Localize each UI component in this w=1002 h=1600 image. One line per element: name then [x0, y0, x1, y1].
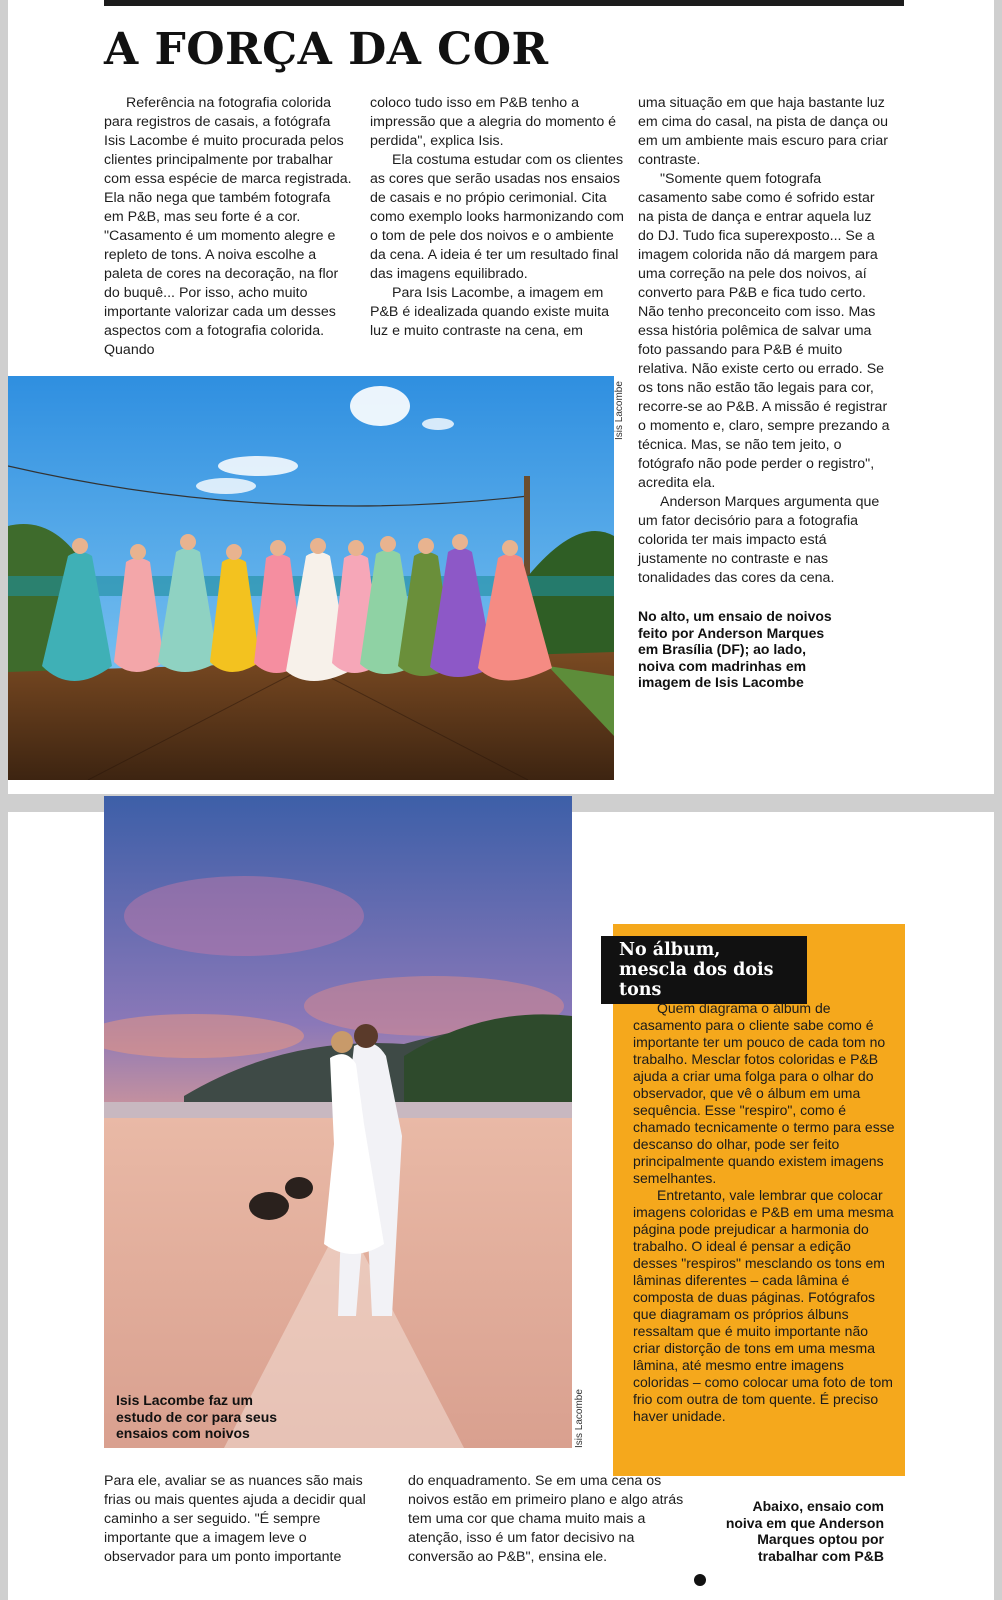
sidebar-title: No álbum, mescla dos dois tons	[601, 936, 807, 1004]
top-rule	[104, 0, 904, 6]
bottom-column-2-text: do enquadramento. Se em uma cena os noivos estão em primeiro plano e algo atrás tem uma cor que chama muito mais a atenção, isso é um fator decisivo na conversão ao P&B", ensina ele.	[408, 1473, 684, 1565]
column-2-para-3: Para Isis Lacombe, a imagem em P&B é idealizada quando existe muita luz e muito contraste na cena, em	[370, 285, 609, 339]
column-3	[638, 94, 890, 588]
end-mark-icon	[694, 1574, 706, 1586]
magazine-page-bottom	[8, 812, 994, 1600]
photo-caption-top: No alto, um ensaio de noivos feito por Anderson Marques em Brasília (DF); ao lado, noiva com madrinhas em imagem de Isis Lacombe	[638, 608, 832, 690]
sidebar-body	[633, 1000, 895, 1425]
article-headline: A FORÇA DA COR	[104, 24, 549, 75]
bottom-column-2	[408, 1472, 698, 1567]
bottom-column-1	[104, 1472, 368, 1567]
sidebar-box	[613, 924, 905, 1476]
column-2-para-2: Ela costuma estudar com os clientes as cores que serão usadas nos ensaios de casais e no própio cerimonial. Cita como exemplo looks harmonizando com o tom de pele dos noivos e o ambiente da cena. A ideia é ter um resultado final das imagens equilibrado.	[370, 152, 624, 282]
column-3-para-2: "Somente quem fotografa casamento sabe como é sofrido estar na pista de dança e entrar aquela luz do DJ. Tudo fica superexposto... Se a imagem colorida não dá margem para uma correção na pele dos noivos, aí converto para P&B e fica tudo certo. Não tenho preconceito com isso. Mas essa história polêmica de salvar uma foto passando para P&B é muito relativa. Não existe certo ou errado. Se os tons não estão tão legais para cor, recorre-se ao P&B. A missão é registrar o momento e, claro, sempre prezando a técnica. Mas, se não tem jeito, o fotógrafo não pode perder o registro", acredita ela.	[638, 171, 890, 491]
bridesmaids-photo	[8, 376, 614, 780]
sidebar-para-2: Entretanto, vale lembrar que colocar imagens coloridas e P&B em uma mesma página pode prejudicar a harmonia do trabalho. O ideal é pensar a edição desses "respiros" mesclando os tons em lâminas diferentes – cada lâmina é composta de duas páginas. Fotógrafos que diagramam os próprios álbuns ressaltam que é muito importante não criar distorção de tons em uma mesma lâmina, até mesmo entre imagens coloridas – como colocar uma foto de tom frio com outra de tom quente. É preciso haver unidade.	[633, 1187, 894, 1424]
column-3-para-3: Anderson Marques argumenta que um fator decisório para a fotografia colorida ter mais impacto está justamente no contraste e nas tonalidades das cores da cena.	[638, 494, 880, 586]
magazine-page-top	[8, 0, 994, 794]
beach-couple-photo	[104, 796, 572, 1448]
column-3-para-1: uma situação em que haja bastante luz em cima do casal, na pista de dança ou em um ambiente mais escuro para criar contraste.	[638, 95, 889, 168]
photo-credit-2: Isis Lacombe	[574, 1389, 585, 1448]
photo-caption-bottom: Abaixo, ensaio com noiva em que Anderson Marques optou por trabalhar com P&B	[725, 1498, 884, 1564]
column-2	[370, 94, 624, 341]
column-1	[104, 94, 352, 360]
sidebar-para-1: Quem diagrama o álbum de casamento para o cliente sabe como é importante ter um pouco de cada tom no trabalho. Mesclar fotos coloridas e P&B ajuda a criar uma folga para o olhar do observador, que vê o álbum em uma sequência. Esse "respiro", como é chamado tecnicamente o termo para esse descanso do olhar, pode ser feito principalmente quando existem imagens semelhantes.	[633, 1000, 895, 1186]
column-2-para-1: coloco tudo isso em P&B tenho a impressão que a alegria do momento é perdida", explica Isis.	[370, 95, 617, 149]
column-1-text: Referência na fotografia colorida para registros de casais, a fotógrafa Isis Lacombe é muito procurada pelos clientes principalmente por trabalhar com essa espécie de marca registrada. Ela não nega que também fotografa em P&B, mas seu forte é a cor. "Casamento é um momento alegre e repleto de tons. A noiva escolhe a paleta de cores na decoração, na flor do buquê... Por isso, acho muito importante valorizar cada um desses aspectos com a fotografia colorida. Quando	[104, 95, 352, 358]
photo-credit-1: Isis Lacombe	[614, 381, 625, 440]
bottom-column-1-text: Para ele, avaliar se as nuances são mais frias ou mais quentes ajuda a decidir qual caminho a ser seguido. "É sempre importante que a imagem leve o observador para um ponto importante	[104, 1473, 366, 1565]
photo-caption-beach: Isis Lacombe faz um estudo de cor para seus ensaios com noivos	[116, 1392, 278, 1441]
